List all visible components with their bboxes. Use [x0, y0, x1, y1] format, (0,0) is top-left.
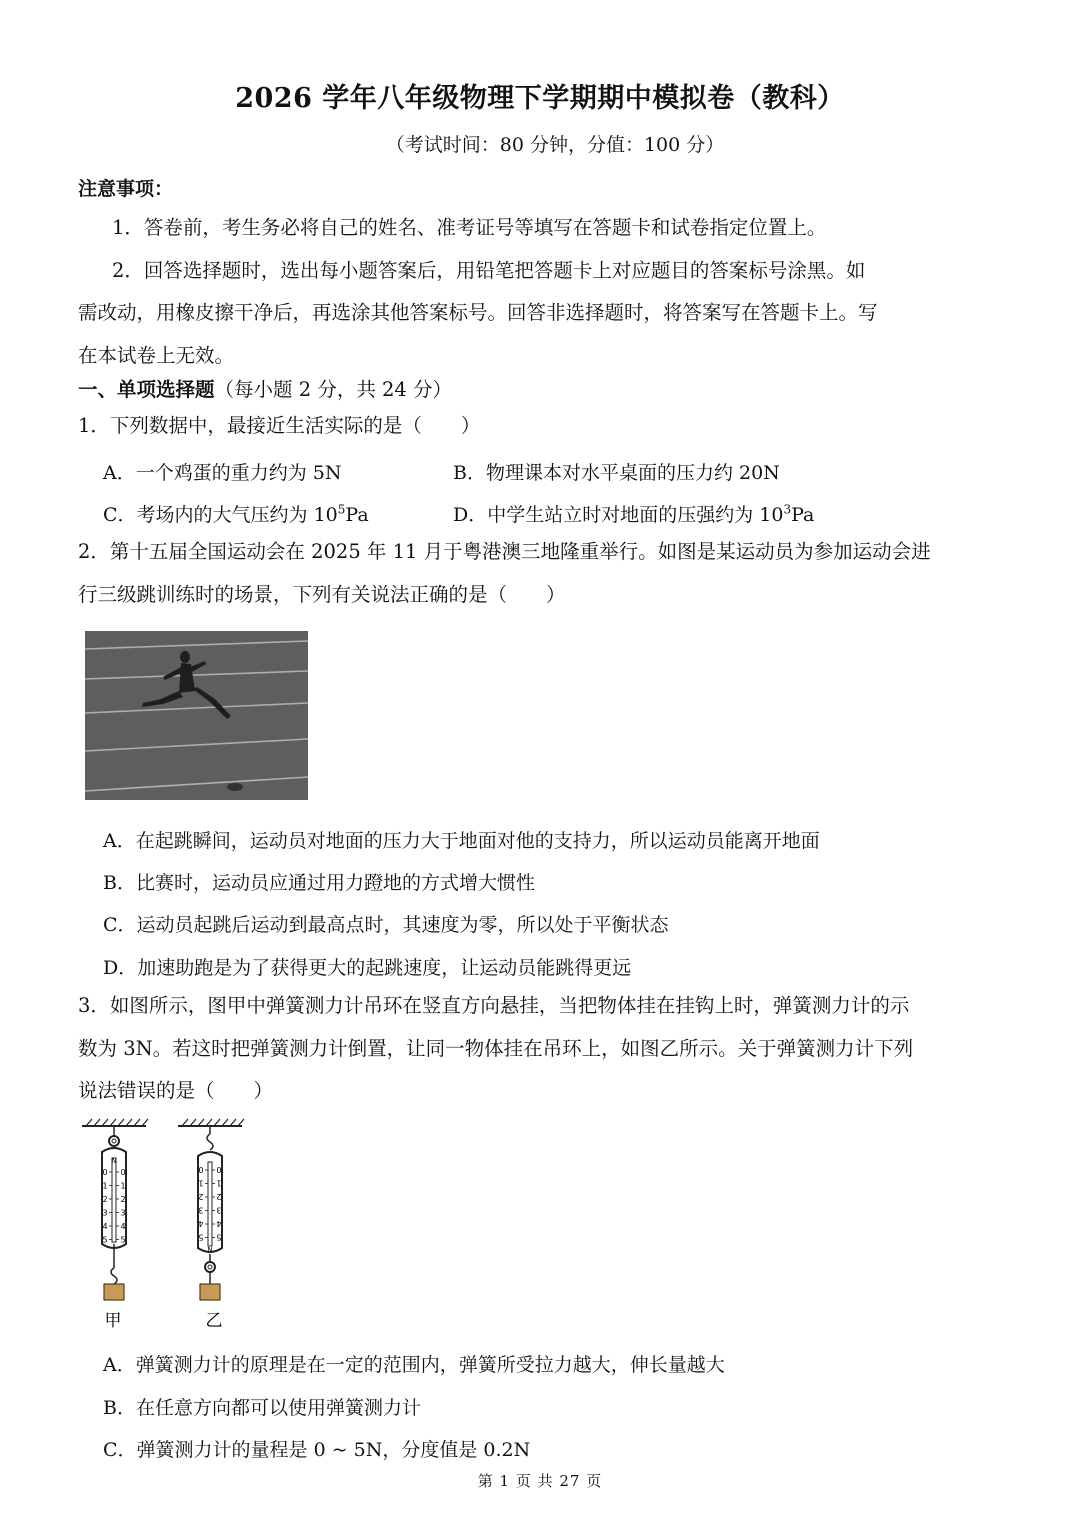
yi-tick-label: 3 [198, 1205, 204, 1215]
scale-unit-jia: N [111, 1157, 117, 1165]
yi-tick-label: 4 [198, 1219, 204, 1228]
q1-option-d-text: D．中学生站立时对地面的压强约为 10 [453, 504, 784, 526]
exam-title: 2026 学年八年级物理下学期期中模拟卷（教科） [235, 83, 845, 114]
jia-tick-label: 1 [120, 1181, 126, 1191]
q2-stem-line-1: 2．第十五届全国运动会在 2025 年 11 月于粤港澳三地隆重举行。如图是某运动员为参加运动会进 [78, 540, 931, 563]
scale-unit-yi: N [207, 1246, 213, 1254]
jia-tick-label: 4 [102, 1222, 108, 1231]
q1-option-a: A．一个鸡蛋的重力约为 5N [103, 462, 342, 484]
yi-tick-label: 3 [216, 1205, 222, 1215]
section-1-title [78, 380, 452, 400]
q2-option-d: D．加速助跑是为了获得更大的起跳速度，让运动员能跳得更远 [103, 957, 632, 979]
notice-item-2-line-1: 2．回答选择题时，选出每小题答案后，用铅笔把答题卡上对应题目的答案标号涂黑。如 [112, 259, 866, 282]
q1-option-b: B．物理课本对水平桌面的压力约 20N [453, 462, 780, 484]
jia-tick-label: 2 [120, 1195, 126, 1204]
jia-tick-label: 0 [102, 1168, 108, 1177]
yi-tick-label: 2 [198, 1192, 204, 1201]
yi-tick-label: 2 [216, 1192, 222, 1201]
yi-tick-label: 1 [216, 1178, 222, 1188]
q3-stem-line-3: 说法错误的是（ ） [78, 1079, 274, 1102]
yi-tick-label: 1 [198, 1178, 204, 1188]
q3-option-b: B．在任意方向都可以使用弹簧测力计 [103, 1397, 421, 1419]
q1-option-c [103, 500, 369, 527]
yi-tick-label: 0 [216, 1165, 222, 1174]
notice-item-2-line-3: 在本试卷上无效。 [78, 344, 235, 367]
q2-stem-line-2: 行三级跳训练时的场景，下列有关说法正确的是（ ） [78, 583, 566, 606]
yi-tick-label: 5 [198, 1232, 204, 1242]
jia-tick-label: 0 [120, 1168, 126, 1177]
q3-option-a: A．弹簧测力计的原理是在一定的范围内，弹簧所受拉力越大，伸长量越大 [103, 1354, 725, 1376]
jia-tick-label: 2 [102, 1195, 108, 1204]
notice-item-2-line-2: 需改动，用橡皮擦干净后，再选涂其他答案标号。回答非选择题时，将答案写在答题卡上。写 [78, 301, 878, 324]
triple-jump-photo [85, 631, 308, 800]
notice-item-1: 1．答卷前，考生务必将自己的姓名、准考证号等填写在答题卡和试卷指定位置上。 [112, 216, 827, 239]
jia-tick-label: 1 [102, 1181, 108, 1191]
q2-option-c: C．运动员起跳后运动到最高点时，其速度为零，所以处于平衡状态 [103, 914, 669, 936]
section-1-heading: 一、单项选择题 [78, 378, 215, 401]
jia-tick-label: 4 [120, 1222, 126, 1231]
q1-option-c-unit: Pa [345, 504, 369, 526]
spring-scale-yi [178, 1119, 244, 1331]
figure-label-jia: 甲 [104, 1311, 122, 1331]
spring-scale-jia [82, 1119, 148, 1331]
section-1-note: （每小题 2 分，共 24 分） [214, 378, 453, 401]
yi-tick-label: 4 [216, 1219, 222, 1228]
q2-option-a: A．在起跳瞬间，运动员对地面的压力大于地面对他的支持力，所以运动员能离开地面 [103, 830, 820, 852]
jia-tick-label: 5 [102, 1235, 108, 1245]
figure-label-yi: 乙 [205, 1311, 223, 1331]
q1-stem: 1．下列数据中，最接近生活实际的是（ ） [78, 414, 481, 437]
q3-stem-line-2: 数为 3N。若这时把弹簧测力计倒置，让同一物体挂在吊环上，如图乙所示。关于弹簧测力计下列 [78, 1037, 914, 1060]
q1-option-c-text: C．考场内的大气压约为 10 [103, 504, 338, 526]
q3-option-c: C．弹簧测力计的量程是 0 ~ 5N，分度值是 0.2N [103, 1439, 531, 1461]
yi-tick-label: 0 [198, 1165, 204, 1174]
q1-option-c-exponent: 5 [337, 502, 346, 517]
q1-option-d-unit: Pa [791, 504, 815, 526]
jia-tick-label: 3 [102, 1208, 108, 1218]
exam-subtitle: （考试时间：80 分钟，分值：100 分） [385, 134, 725, 156]
page-footer: 第 1 页 共 27 页 [477, 1472, 603, 1490]
notice-heading: 注意事项： [78, 178, 174, 200]
jia-tick-label: 3 [120, 1208, 126, 1218]
spring-scale-figure [78, 1116, 258, 1336]
q3-stem-line-1: 3．如图所示，图甲中弹簧测力计吊环在竖直方向悬挂，当把物体挂在挂钩上时，弹簧测力计的示 [78, 994, 910, 1017]
q1-option-d [453, 500, 814, 527]
q2-option-b: B．比赛时，运动员应通过用力蹬地的方式增大惯性 [103, 872, 535, 894]
jia-tick-label: 5 [120, 1235, 126, 1245]
yi-tick-label: 5 [216, 1232, 222, 1242]
q1-option-d-exponent: 3 [783, 502, 792, 517]
